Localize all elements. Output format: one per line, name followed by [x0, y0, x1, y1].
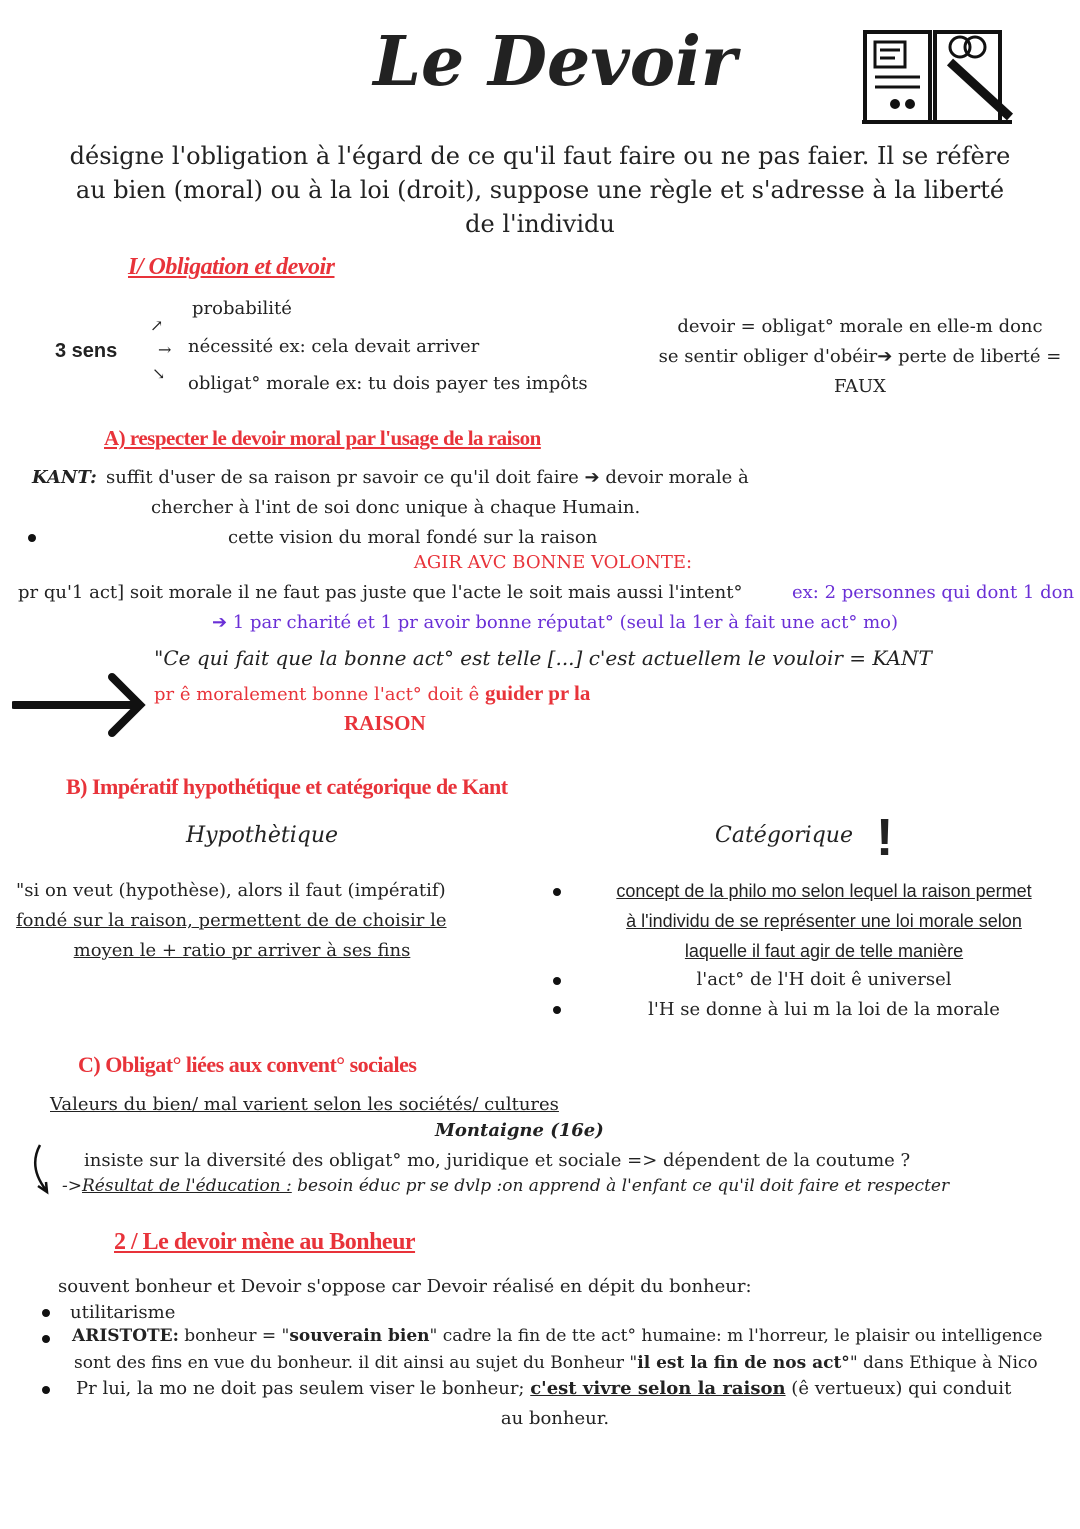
text-line: besoin éduc pr se dvlp :on apprend à l'enfant ce qu'il doit faire et respecter	[291, 1176, 950, 1196]
arrow-up-icon: ↗	[150, 316, 164, 335]
emphasis: guider pr la	[484, 681, 591, 705]
text-line: fondé sur la raison, permettent de de choisir le	[16, 910, 447, 931]
arrow-down-icon: ↘	[152, 364, 166, 383]
note-line: se sentir obliger d'obéir➔ perte de liberté =	[658, 346, 1062, 367]
intro-line: au bien (moral) ou à la loi (droit), suppose une règle et s'adresse à la liberté	[75, 176, 1005, 204]
column-title: Hypothètique	[185, 823, 339, 848]
text-line: l'H se donne à lui m la loi de la morale	[648, 999, 1000, 1020]
arrow-right-icon	[12, 672, 147, 738]
text-line: AGIR AVC BONNE VOLONTE:	[413, 552, 693, 573]
example-text: ex: 2 personnes qui dont 1 don	[792, 582, 1075, 603]
text: sont des fins en vue du bonheur. il dit ainsi au sujet du Bonheur "	[74, 1353, 638, 1373]
bullet	[42, 1386, 50, 1394]
section-heading: 2 / Le devoir mène au Bonheur	[114, 1229, 416, 1255]
intro-line: désigne l'obligation à l'égard de ce qu'il faut faire ou ne pas faier. Il se réfère	[69, 142, 1011, 170]
column-title: Catégorique	[715, 823, 853, 848]
emphasis: c'est vivre selon la raison	[530, 1378, 786, 1399]
section-heading: C) Obligat° liées aux convent° sociales	[78, 1052, 417, 1077]
text: Pr lui, la mo ne doit pas seulem viser le bonheur;	[76, 1378, 531, 1399]
text-line: pr qu'1 act] soit morale il ne faut pas juste que l'acte le soit mais aussi l'intent°	[18, 582, 743, 603]
text: (ê vertueux) qui conduit	[785, 1378, 1012, 1399]
sens-item: probabilité	[192, 298, 292, 319]
intro-line: de l'individu	[465, 210, 615, 238]
bullet	[553, 1006, 561, 1014]
note-line: devoir = obligat° morale en elle-m donc	[677, 316, 1043, 337]
note-line: FAUX	[834, 376, 886, 397]
section-heading: A) respecter le devoir moral par l'usage de la raison	[104, 426, 541, 450]
text-line: chercher à l'int de soi donc unique à chaque Humain.	[151, 497, 641, 518]
emphasis: RAISON	[344, 711, 426, 735]
sens-item: nécessité ex: cela devait arriver	[188, 336, 480, 357]
bullet	[42, 1309, 50, 1317]
bullet	[553, 977, 561, 985]
book-pen-icon	[860, 22, 1020, 132]
arrow-right-icon: →	[158, 340, 172, 359]
text-line: moyen le + ratio pr arriver à ses fins	[73, 940, 411, 961]
example-text: ➔ 1 par charité et 1 pr avoir bonne réputat° (seul la 1er à fait une act° mo)	[211, 612, 899, 633]
text-line: cette vision du moral fondé sur la raison	[228, 527, 598, 548]
document-title: Le Devoir	[373, 22, 737, 102]
text-line: laquelle il faut agir de telle manière	[684, 941, 964, 961]
text-line: au bonheur.	[500, 1408, 610, 1429]
text: bonheur = "	[178, 1326, 290, 1346]
text-line: "si on veut (hypothèse), alors il faut (impératif)	[16, 880, 446, 901]
text-line: utilitarisme	[70, 1302, 176, 1323]
sens-item: obligat° morale ex: tu dois payer tes impôts	[188, 373, 588, 394]
bullet	[42, 1335, 50, 1343]
sens-label: 3 sens	[55, 340, 118, 362]
text-line: insiste sur la diversité des obligat° mo, juridique et sociale => dépendent de la coutume ?	[84, 1150, 911, 1171]
result-label: Résultat de l'éducation :	[82, 1176, 292, 1196]
quote: "Ce qui fait que la bonne act° est telle [...] c'est actuellem le vouloir = KANT	[154, 646, 932, 670]
bullet	[28, 534, 36, 542]
text-line: concept de la philo mo selon lequel la raison permet	[616, 881, 1032, 901]
emphasis: il est la fin de nos act°	[637, 1353, 850, 1373]
exclamation-icon: !	[876, 809, 894, 867]
bullet	[553, 888, 561, 896]
text: " dans Ethique à Nico	[849, 1353, 1038, 1373]
text-line: l'act° de l'H doit ê universel	[696, 969, 952, 990]
text-line: pr ê moralement bonne l'act° doit ê	[154, 684, 485, 705]
text-line: suffit d'user de sa raison pr savoir ce qu'il doit faire ➔ devoir morale à	[106, 467, 749, 488]
text-line: Valeurs du bien/ mal varient selon les sociétés/ cultures	[50, 1094, 559, 1115]
text-line: à l'individu de se représenter une loi morale selon	[626, 911, 1022, 931]
section-heading: B) Impératif hypothétique et catégorique de Kant	[66, 774, 508, 799]
aristote-label: ARISTOTE:	[72, 1326, 179, 1346]
curved-arrow-icon	[28, 1142, 58, 1197]
arrow-text: ->	[62, 1176, 82, 1196]
emphasis: souverain bien	[289, 1326, 430, 1346]
section-heading: I/ Obligation et devoir	[128, 254, 335, 280]
text: " cadre la fin de tte act° humaine: m l'horreur, le plaisir ou intelligence	[429, 1326, 1043, 1346]
kant-label: KANT:	[32, 467, 97, 488]
text-line: souvent bonheur et Devoir s'oppose car Devoir réalisé en dépit du bonheur:	[58, 1276, 752, 1297]
author: Montaigne (16e)	[435, 1120, 604, 1141]
